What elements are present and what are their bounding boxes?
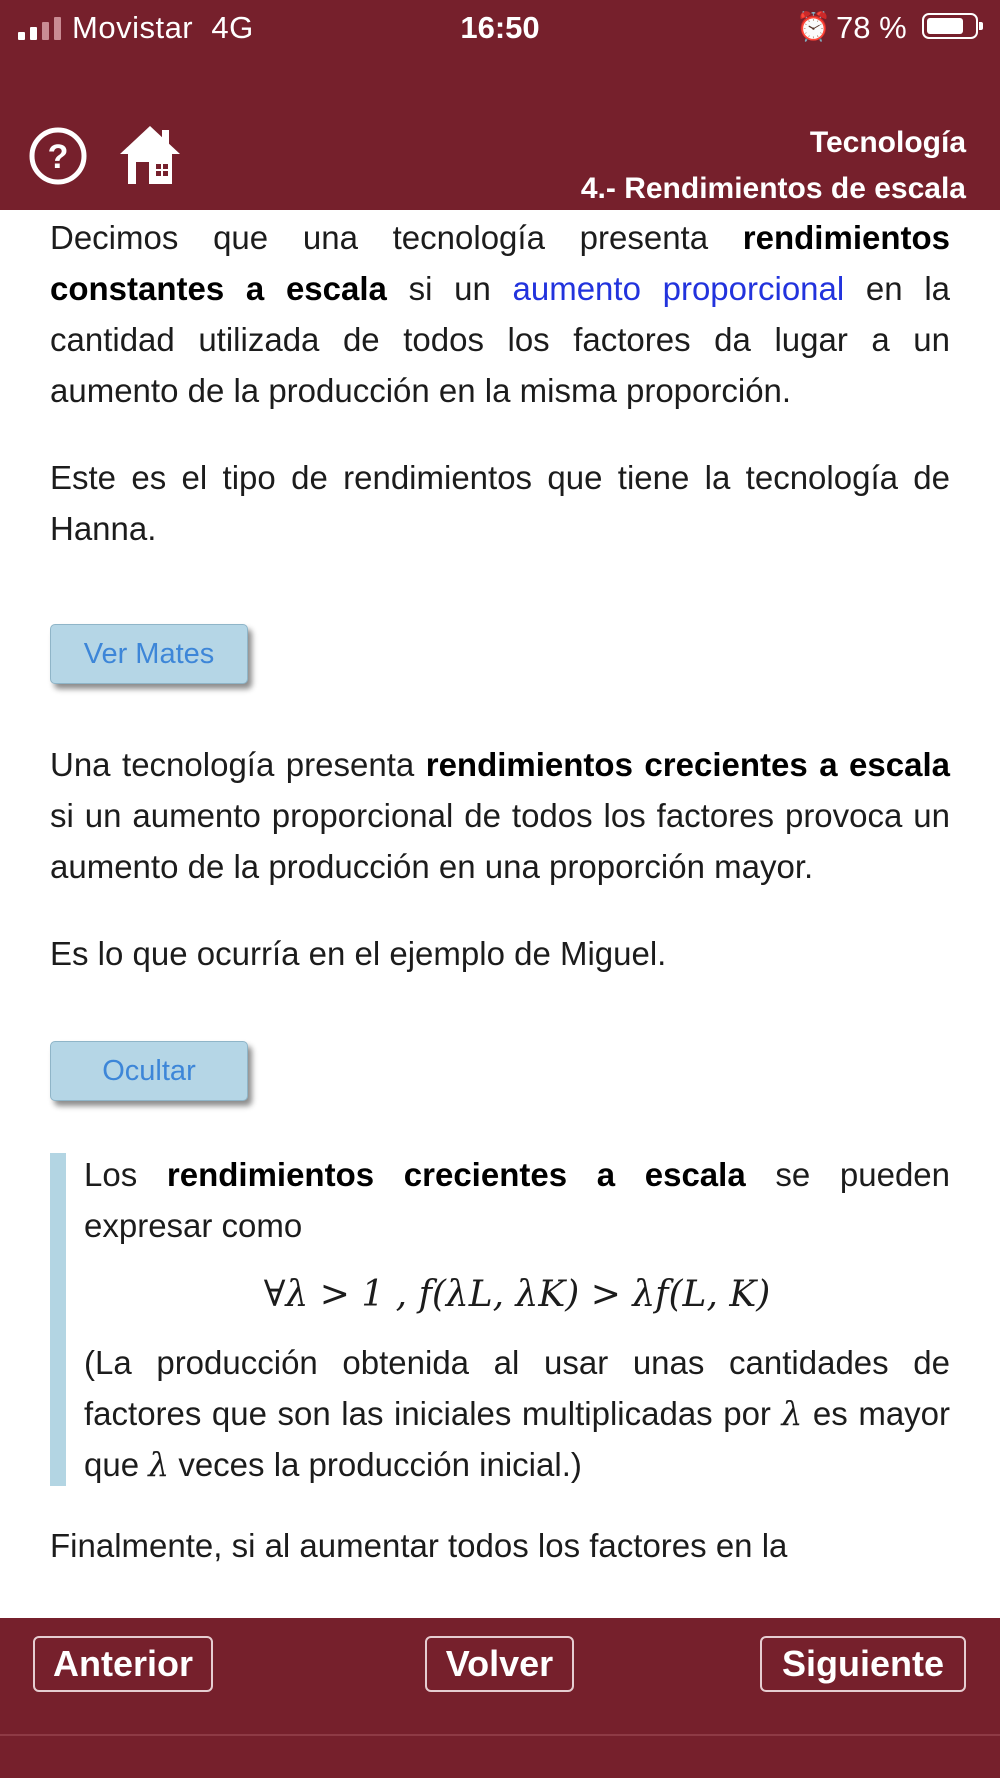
help-circle-icon xyxy=(28,126,88,186)
lambda-symbol: λ xyxy=(148,1445,170,1484)
back-button[interactable]: Volver xyxy=(425,1636,574,1692)
previous-button[interactable]: Anterior xyxy=(33,1636,213,1692)
callout-bar xyxy=(50,1153,66,1486)
ocultar-button[interactable]: Ocultar xyxy=(50,1041,248,1101)
bold-term: rendimientos constantes a escala xyxy=(50,219,950,307)
text: Una tecnología presenta xyxy=(50,746,426,783)
lambda-symbol: λ xyxy=(781,1394,803,1433)
text: es mayor que xyxy=(84,1395,951,1483)
callout-note xyxy=(84,1337,950,1490)
paragraph-constant-returns xyxy=(50,212,950,416)
home-button[interactable] xyxy=(116,122,184,188)
proportional-increase-link[interactable]: aumento proporcional xyxy=(512,270,845,307)
page-title: Tecnología xyxy=(809,126,966,159)
header-title-block xyxy=(581,120,966,212)
bottom-divider xyxy=(0,1734,1000,1736)
page-subtitle: 4.- Rendimientos de escala xyxy=(580,172,966,205)
text: veces la producción inicial.) xyxy=(169,1446,582,1483)
bottom-navigation xyxy=(0,1618,1000,1778)
bold-term: rendimientos crecientes a escala xyxy=(425,746,950,783)
help-button[interactable] xyxy=(28,126,88,186)
home-icon xyxy=(116,122,184,188)
status-time: 16:50 xyxy=(460,10,540,45)
battery-icon xyxy=(922,13,978,39)
app-header xyxy=(0,0,1000,210)
status-bar xyxy=(0,0,1000,56)
alarm-icon: ⏰ xyxy=(796,11,831,42)
paragraph-increasing-returns xyxy=(50,739,950,892)
text: Los xyxy=(84,1156,167,1193)
callout-intro xyxy=(84,1149,950,1251)
text: en la cantidad utilizada de todos los factores da lugar a un aumento de la producción en la misma proporción. xyxy=(50,270,951,409)
text: si un xyxy=(386,270,513,307)
increasing-returns-formula: ∀λ > 1 , f(λL, λK) > λf(L, K) xyxy=(263,1274,771,1315)
text: se pueden expresar como xyxy=(84,1156,951,1244)
network-type: 4G xyxy=(211,10,254,45)
paragraph-hanna: Este es el tipo de rendimientos que tiene la tecnología de Hanna. xyxy=(50,459,950,547)
bold-term: rendimientos crecientes a escala xyxy=(166,1156,746,1193)
paragraph-finally-partial: Finalmente, si al aumentar todos los factores en la xyxy=(50,1527,788,1564)
lesson-content xyxy=(50,212,950,1571)
math-callout xyxy=(50,1149,950,1490)
battery-percentage: 78 % xyxy=(836,10,907,45)
text: si un aumento proporcional de todos los factores provoca un aumento de la producción en una proporción mayor. xyxy=(50,797,950,885)
text: Decimos que una tecnología presenta xyxy=(50,219,743,256)
ver-mates-button[interactable]: Ver Mates xyxy=(50,624,248,684)
next-button[interactable]: Siguiente xyxy=(760,1636,966,1692)
svg-text:?: ? xyxy=(47,138,69,176)
paragraph-miguel: Es lo que ocurría en el ejemplo de Miguel. xyxy=(50,935,667,972)
text: (La producción obtenida al usar unas cantidades de factores que son las iniciales multiplicadas por xyxy=(84,1344,950,1432)
carrier-name: Movistar xyxy=(72,10,194,45)
